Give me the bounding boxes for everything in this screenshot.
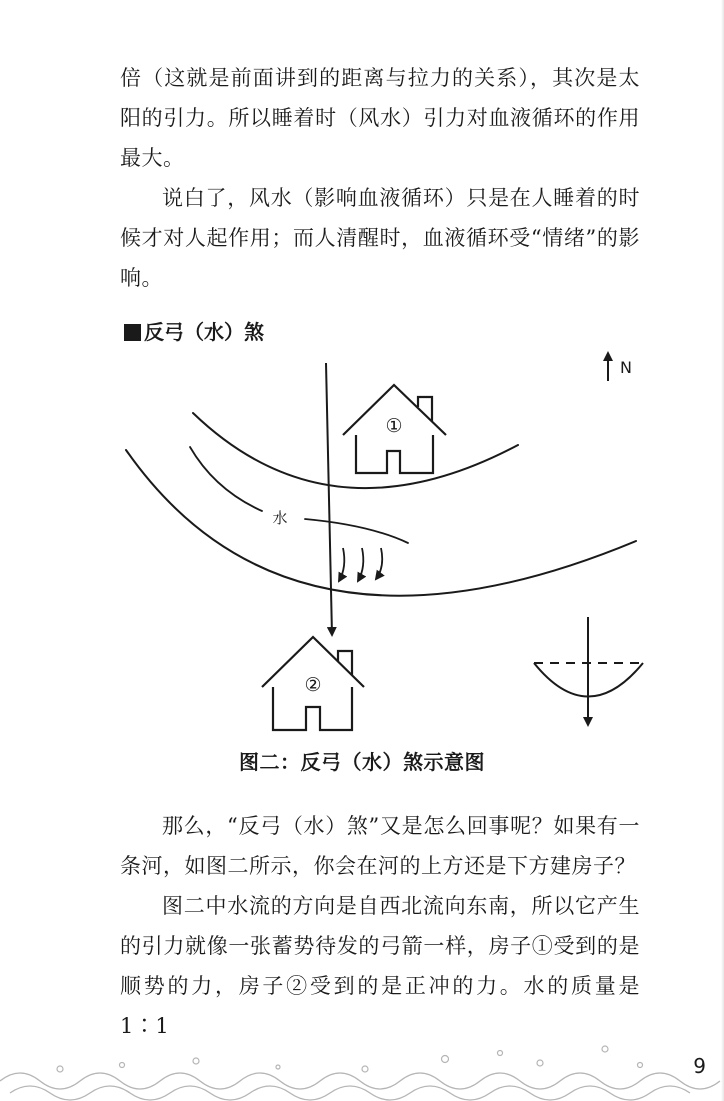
force-arrow-1 xyxy=(339,548,344,581)
footer-decoration xyxy=(0,1035,724,1101)
section-heading xyxy=(124,316,264,348)
house-1-body xyxy=(356,435,433,473)
bubble xyxy=(638,1063,643,1068)
bubble xyxy=(193,1058,199,1064)
figure-caption: 图二：反弓（水）煞示意图 xyxy=(239,750,485,774)
attraction-arrow xyxy=(326,363,332,635)
top-text-block xyxy=(120,58,640,298)
section-heading-text: 反弓（水）煞 xyxy=(144,320,264,344)
bubble xyxy=(57,1066,63,1072)
paragraph-1: 倍（这就是前面讲到的距离与拉力的关系），其次是太阳的引力。所以睡着时（风水）引力对血液循环的作用最大。 xyxy=(120,66,640,170)
house-1-label: ① xyxy=(385,415,403,437)
footer-wave-pattern xyxy=(0,1073,720,1100)
bottom-text-block xyxy=(120,806,640,1046)
fan-gong-sha-diagram xyxy=(0,345,724,745)
bubble xyxy=(498,1051,503,1056)
bubble xyxy=(602,1046,608,1052)
page-number: 9 xyxy=(693,1054,706,1078)
north-label: N xyxy=(620,358,632,377)
heading-square-icon xyxy=(124,324,141,341)
bubble xyxy=(442,1056,449,1063)
footer-bubbles xyxy=(57,1046,643,1072)
water-flow-lines xyxy=(190,447,408,543)
paragraph-2: 说白了，风水（影响血液循环）只是在人睡着的时候才对人起作用；而人清醒时，血液循环受“情绪”的影响。 xyxy=(120,186,640,290)
flow-line-lower xyxy=(305,519,408,543)
bubble xyxy=(362,1066,368,1072)
force-arrows xyxy=(339,548,382,581)
bubble xyxy=(537,1060,543,1066)
footer-wave-2 xyxy=(10,1086,690,1100)
water-label: 水 xyxy=(272,509,288,527)
force-arrow-3 xyxy=(376,548,382,579)
bubble xyxy=(276,1065,280,1069)
paragraph-4: 图二中水流的方向是自西北流向东南，所以它产生的引力就像一张蓄势待发的弓箭一样，房子①受到的是顺势的力，房子②受到的是正冲的力。水的质量是1∶1 xyxy=(120,894,640,1038)
bow-symbol xyxy=(534,617,643,725)
house-2-label: ② xyxy=(304,674,322,696)
bubble xyxy=(120,1063,125,1068)
river-bank-outer xyxy=(126,450,636,596)
paragraph-3: 那么，“反弓（水）煞”又是怎么回事呢？如果有一条河，如图二所示，你会在河的上方还是下方建房子？ xyxy=(120,814,640,878)
force-arrow-2 xyxy=(358,548,363,581)
